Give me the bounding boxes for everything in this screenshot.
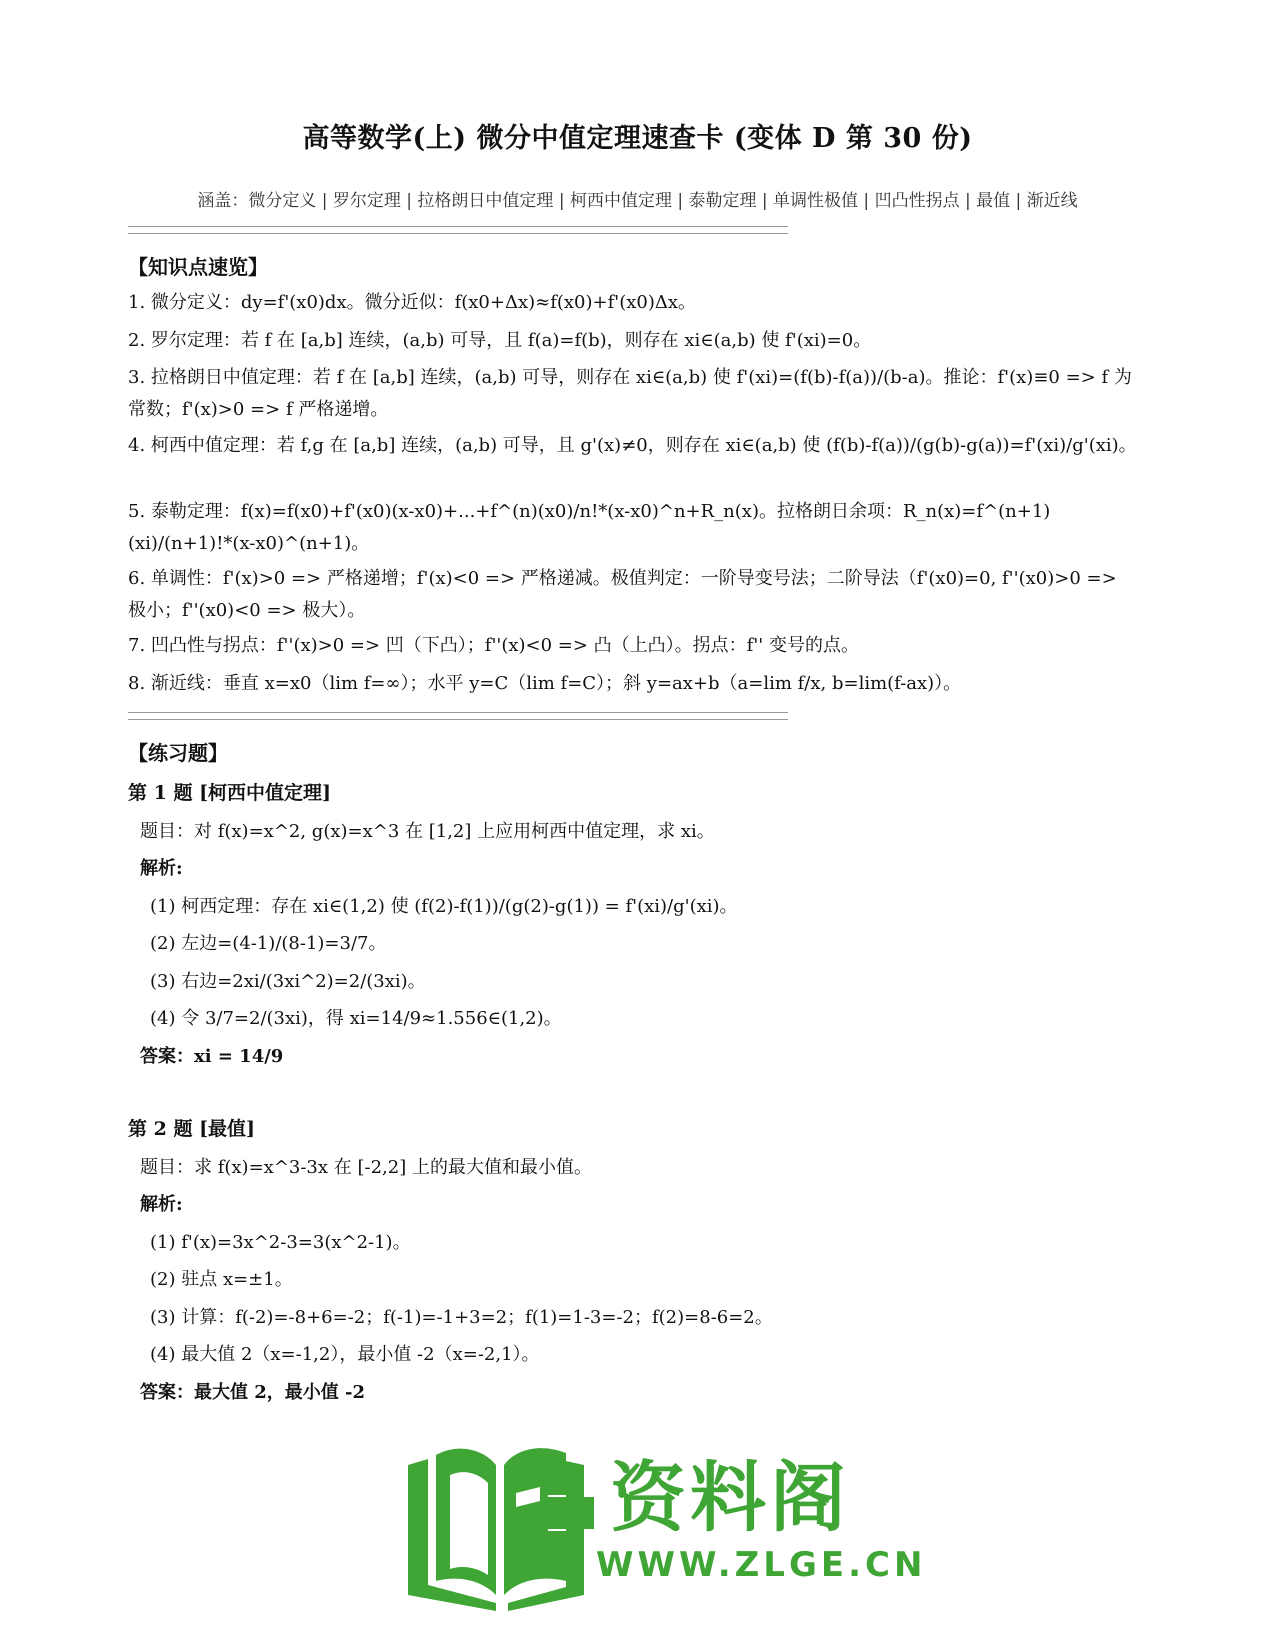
practice-heading: 【练习题】 <box>128 741 228 765</box>
knowledge-item: 4. 柯西中值定理：若 f,g 在 [a,b] 连续，(a,b) 可导，且 g'(x)≠0，则存在 xi∈(a,b) 使 (f(b)-f(a))/(g(b)-g(a))=f'(xi)/g'(xi)。 <box>128 435 1137 456</box>
knowledge-item: 6. 单调性：f'(x)>0 => 严格递增；f'(x)<0 => 严格递减。极值判定：一阶导变号法；二阶导法（f'(x0)=0, f''(x0)>0 => 极小；f''(x0)<0 => 极大）。 <box>128 568 1117 621</box>
analysis-step: (4) 令 3/7=2/(3xi)，得 xi=14/9≈1.556∈(1,2)。 <box>150 1008 562 1029</box>
knowledge-item: 3. 拉格朗日中值定理：若 f 在 [a,b] 连续，(a,b) 可导，则存在 xi∈(a,b) 使 f'(xi)=(f(b)-f(a))/(b-a)。推论：f'(x)≡0 => f 为常数；f'(x)>0 => f 严格递增。 <box>128 367 1132 420</box>
watermark-brand: 资料阁 <box>610 1453 850 1542</box>
question-title: 第 2 题 [最值] <box>128 1118 256 1140</box>
analysis-label: 解析: <box>140 1194 183 1215</box>
book-icon <box>398 1435 598 1615</box>
divider <box>128 226 788 234</box>
analysis-step: (1) 柯西定理：存在 xi∈(1,2) 使 (f(2)-f(1))/(g(2)-g(1)) = f'(xi)/g'(xi)。 <box>150 896 738 917</box>
knowledge-item: 1. 微分定义：dy=f'(x0)dx。微分近似：f(x0+Δx)≈f(x0)+f'(x0)Δx。 <box>128 292 697 313</box>
analysis-step: (3) 右边=2xi/(3xi^2)=2/(3xi)。 <box>150 971 426 992</box>
page-title: 高等数学(上) 微分中值定理速查卡 (变体 D 第 30 份) <box>302 123 973 154</box>
analysis-step: (2) 左边=(4-1)/(8-1)=3/7。 <box>150 933 387 954</box>
answer: 答案：最大值 2，最小值 -2 <box>140 1382 366 1403</box>
answer: 答案：xi = 14/9 <box>140 1046 284 1067</box>
question-text: 题目：对 f(x)=x^2, g(x)=x^3 在 [1,2] 上应用柯西中值定理，求 xi。 <box>140 821 715 842</box>
knowledge-item: 2. 罗尔定理：若 f 在 [a,b] 连续，(a,b) 可导，且 f(a)=f(b)，则存在 xi∈(a,b) 使 f'(xi)=0。 <box>128 330 872 351</box>
analysis-step: (1) f'(x)=3x^2-3=3(x^2-1)。 <box>150 1232 411 1253</box>
question-title: 第 1 题 [柯西中值定理] <box>128 782 332 804</box>
analysis-label: 解析: <box>140 858 183 879</box>
page-subtitle: 涵盖：微分定义 | 罗尔定理 | 拉格朗日中值定理 | 柯西中值定理 | 泰勒定理 | 单调性极值 | 凹凸性拐点 | 最值 | 渐近线 <box>197 191 1078 211</box>
question-text: 题目：求 f(x)=x^3-3x 在 [-2,2] 上的最大值和最小值。 <box>140 1157 592 1178</box>
analysis-step: (4) 最大值 2（x=-1,2），最小值 -2（x=-2,1）。 <box>150 1344 540 1365</box>
divider <box>128 712 788 720</box>
knowledge-item: 8. 渐近线：垂直 x=x0（lim f=∞）；水平 y=C（lim f=C）；斜 y=ax+b（a=lim f/x, b=lim(f-ax)）。 <box>128 673 962 694</box>
watermark-logo <box>398 1435 927 1620</box>
watermark-url: WWW.ZLGE.CN <box>596 1545 927 1585</box>
knowledge-item: 7. 凹凸性与拐点：f''(x)>0 => 凹（下凸）；f''(x)<0 => 凸（上凸）。拐点：f'' 变号的点。 <box>128 635 859 656</box>
knowledge-item: 5. 泰勒定理：f(x)=f(x0)+f'(x0)(x-x0)+...+f^(n)(x0)/n!*(x-x0)^n+R_n(x)。拉格朗日余项：R_n(x)=f^(n+1)(xi)/(n+1)!*(x-x0)^(n+1)。 <box>128 501 1051 554</box>
analysis-step: (3) 计算：f(-2)=-8+6=-2；f(-1)=-1+3=2；f(1)=1-3=-2；f(2)=8-6=2。 <box>150 1307 773 1328</box>
analysis-step: (2) 驻点 x=±1。 <box>150 1269 293 1290</box>
knowledge-heading: 【知识点速览】 <box>128 255 268 279</box>
